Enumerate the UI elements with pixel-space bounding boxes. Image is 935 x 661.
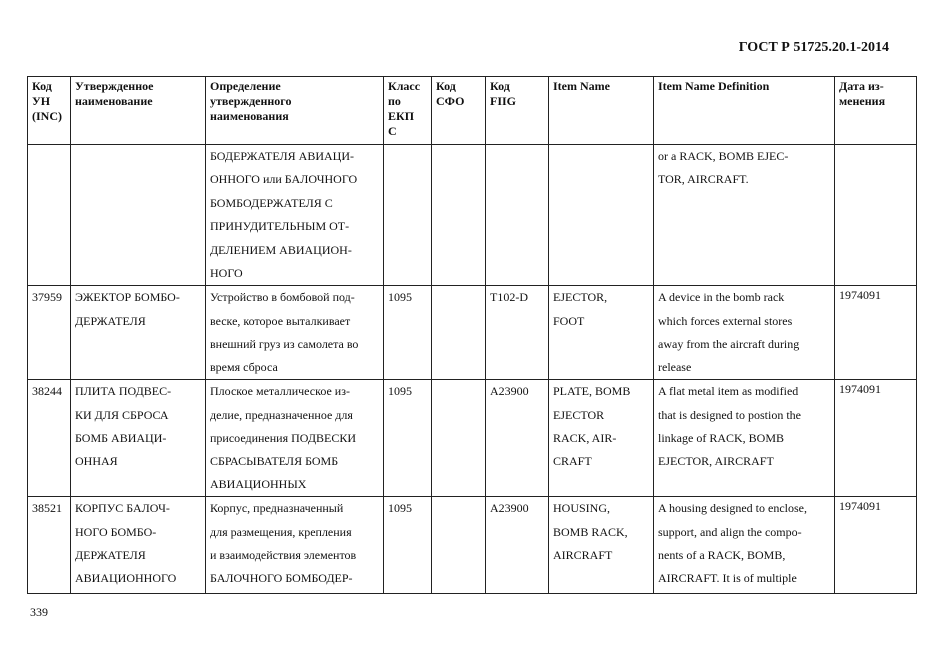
cell-line: 1095 [388,384,412,399]
cell-line [839,145,912,147]
cell-line: время сброса [210,360,278,375]
header-line: Item Name Definition [658,79,770,93]
header-line: Дата из- [839,79,884,93]
cell-line: АВИАЦИОННОГО [75,571,177,586]
cell-code [28,380,71,497]
cell-definition [206,497,384,594]
page-number: 339 [30,605,48,619]
cell-line: EJECTOR [553,407,605,422]
cell-line: Устройство в бомбовой под- [210,290,355,305]
cell-line: 1095 [388,501,412,516]
cell-line: that is designed to postion the [658,407,801,422]
cell-name [71,380,206,497]
header-line: по [388,94,401,108]
cell-name [71,145,206,286]
cell-line: A flat metal item as modified [658,384,799,399]
header-line: Определение [210,79,281,93]
header-line: FIIG [490,94,517,108]
cell-line: A device in the bomb rack [658,290,785,305]
header-line: Код [490,79,510,93]
header-item-name [549,77,654,145]
header-line: Item Name [553,79,610,93]
cell-line: Корпус, предназначенный [210,501,344,516]
header-line: Код [436,79,456,93]
cell-line: Плоское металлическое из- [210,384,350,399]
cell-line: БОДЕРЖАТЕЛЯ АВИАЦИ- [210,149,354,163]
cell-code [28,497,71,594]
cell-line: 1974091 [839,382,881,397]
cell-sfo [432,380,486,497]
cell-line: EJECTOR, [553,290,608,305]
cell-line: ДЕРЖАТЕЛЯ [75,313,146,328]
cell-definition [206,380,384,497]
cell-line: 1974091 [839,288,881,303]
header-fiig [486,77,549,145]
cell-name [71,497,206,594]
table-row [28,380,917,497]
cell-line: 38521 [32,501,62,516]
table-header-row [28,77,917,145]
header-line: наименование [75,94,153,108]
cell-line: ОННАЯ [75,454,118,469]
header-line: ЕКП [388,109,415,123]
cell-line: PLATE, BOMB [553,384,631,399]
cell-code [28,286,71,380]
cell-class [384,380,432,497]
cell-line: 37959 [32,290,62,305]
cell-line: T102-D [490,290,528,305]
document-code: ГОСТ Р 51725.20.1-2014 [738,40,889,55]
cell-line: RACK, AIR- [553,430,617,445]
cell-fiig [486,380,549,497]
cell-line: НОГО БОМБО- [75,524,157,539]
header-definition [206,77,384,145]
cell-item-name [549,286,654,380]
cell-line: ДЕЛЕНИЕМ АВИАЦИОН- [210,242,352,257]
cell-item-name [549,380,654,497]
cell-line: ПРИНУДИТЕЛЬНЫМ ОТ- [210,219,350,234]
cell-class [384,286,432,380]
cell-line: FOOT [553,313,585,328]
cell-line: ЭЖЕКТОР БОМБО- [75,290,180,305]
cell-line: release [658,360,692,375]
cell-line: AIRCRAFT. It is of multiple [658,571,797,586]
cell-sfo [432,497,486,594]
cell-line: присоединения ПОДВЕСКИ [210,430,357,445]
cell-item-name [549,145,654,286]
header-code [28,77,71,145]
cell-line: ОННОГО или БАЛОЧНОГО [210,172,358,187]
cell-line: 38244 [32,384,62,399]
header-line: СФО [436,94,465,108]
cell-line: away from the aircraft during [658,336,800,351]
cell-line: support, and align the compo- [658,524,802,539]
cell-item-name [549,497,654,594]
cell-line: БОМБОДЕРЖАТЕЛЯ С [210,195,333,210]
header-line: УН [32,94,51,108]
cell-line: or a RACK, BOMB EJEC- [658,149,789,163]
cell-line: БАЛОЧНОГО БОМБОДЕР- [210,571,353,586]
cell-line: делие, предназначенное для [210,407,353,422]
table-row [28,286,917,380]
cell-code [28,145,71,286]
header-class [384,77,432,145]
header-line: Утвержденное [75,79,154,93]
header-approved-name [71,77,206,145]
cell-change-date [835,380,917,497]
cell-name [71,286,206,380]
cell-fiig [486,286,549,380]
cell-change-date [835,497,917,594]
catalog-table [27,76,917,594]
cell-line: CRAFT [553,454,592,469]
cell-sfo [432,145,486,286]
cell-change-date [835,286,917,380]
cell-line: НОГО [210,266,243,281]
cell-line: A23900 [490,501,529,516]
cell-line: BOMB RACK, [553,524,628,539]
cell-line: EJECTOR, AIRCRAFT [658,454,774,469]
cell-line: ДЕРЖАТЕЛЯ [75,547,146,562]
cell-item-def [654,380,835,497]
cell-definition [206,145,384,286]
header-line: Код [32,79,52,93]
cell-line: для размещения, крепления [210,524,352,539]
cell-fiig [486,497,549,594]
cell-line: БОМБ АВИАЦИ- [75,430,167,445]
cell-line: A23900 [490,384,529,399]
cell-line: which forces external stores [658,313,793,328]
cell-line: 1974091 [839,499,881,514]
cell-item-def [654,145,835,286]
cell-line: КИ ДЛЯ СБРОСА [75,407,169,422]
cell-line: TOR, AIRCRAFT. [658,172,749,187]
cell-line: A housing designed to enclose, [658,501,807,516]
header-line: наименования [210,109,289,123]
cell-line: AIRCRAFT [553,547,613,562]
cell-class [384,497,432,594]
cell-sfo [432,286,486,380]
cell-definition [206,286,384,380]
cell-line: АВИАЦИОННЫХ [210,477,307,492]
table-row [28,497,917,594]
header-change-date [835,77,917,145]
cell-line: HOUSING, [553,501,610,516]
header-line: (INC) [32,109,62,123]
cell-line: и взаимодействия элементов [210,547,357,562]
header-line: Класс [388,79,421,93]
cell-line: linkage of RACK, BOMB [658,430,784,445]
cell-change-date [835,145,917,286]
cell-class [384,145,432,286]
cell-line: КОРПУС БАЛОЧ- [75,501,170,516]
cell-item-def [654,497,835,594]
cell-line: ПЛИТА ПОДВЕС- [75,384,172,399]
cell-line: nents of a RACK, BOMB, [658,547,786,562]
header-sfo [432,77,486,145]
cell-line: СБРАСЫВАТЕЛЯ БОМБ [210,454,339,469]
cell-line: веске, которое выталкивает [210,313,351,328]
cell-fiig [486,145,549,286]
cell-line: 1095 [388,290,412,305]
cell-item-def [654,286,835,380]
header-line: утвержденного [210,94,292,108]
header-line: менения [839,94,886,108]
header-item-definition [654,77,835,145]
cell-line: внешний груз из самолета во [210,336,359,351]
table-row [28,145,917,286]
header-line: С [388,124,397,138]
